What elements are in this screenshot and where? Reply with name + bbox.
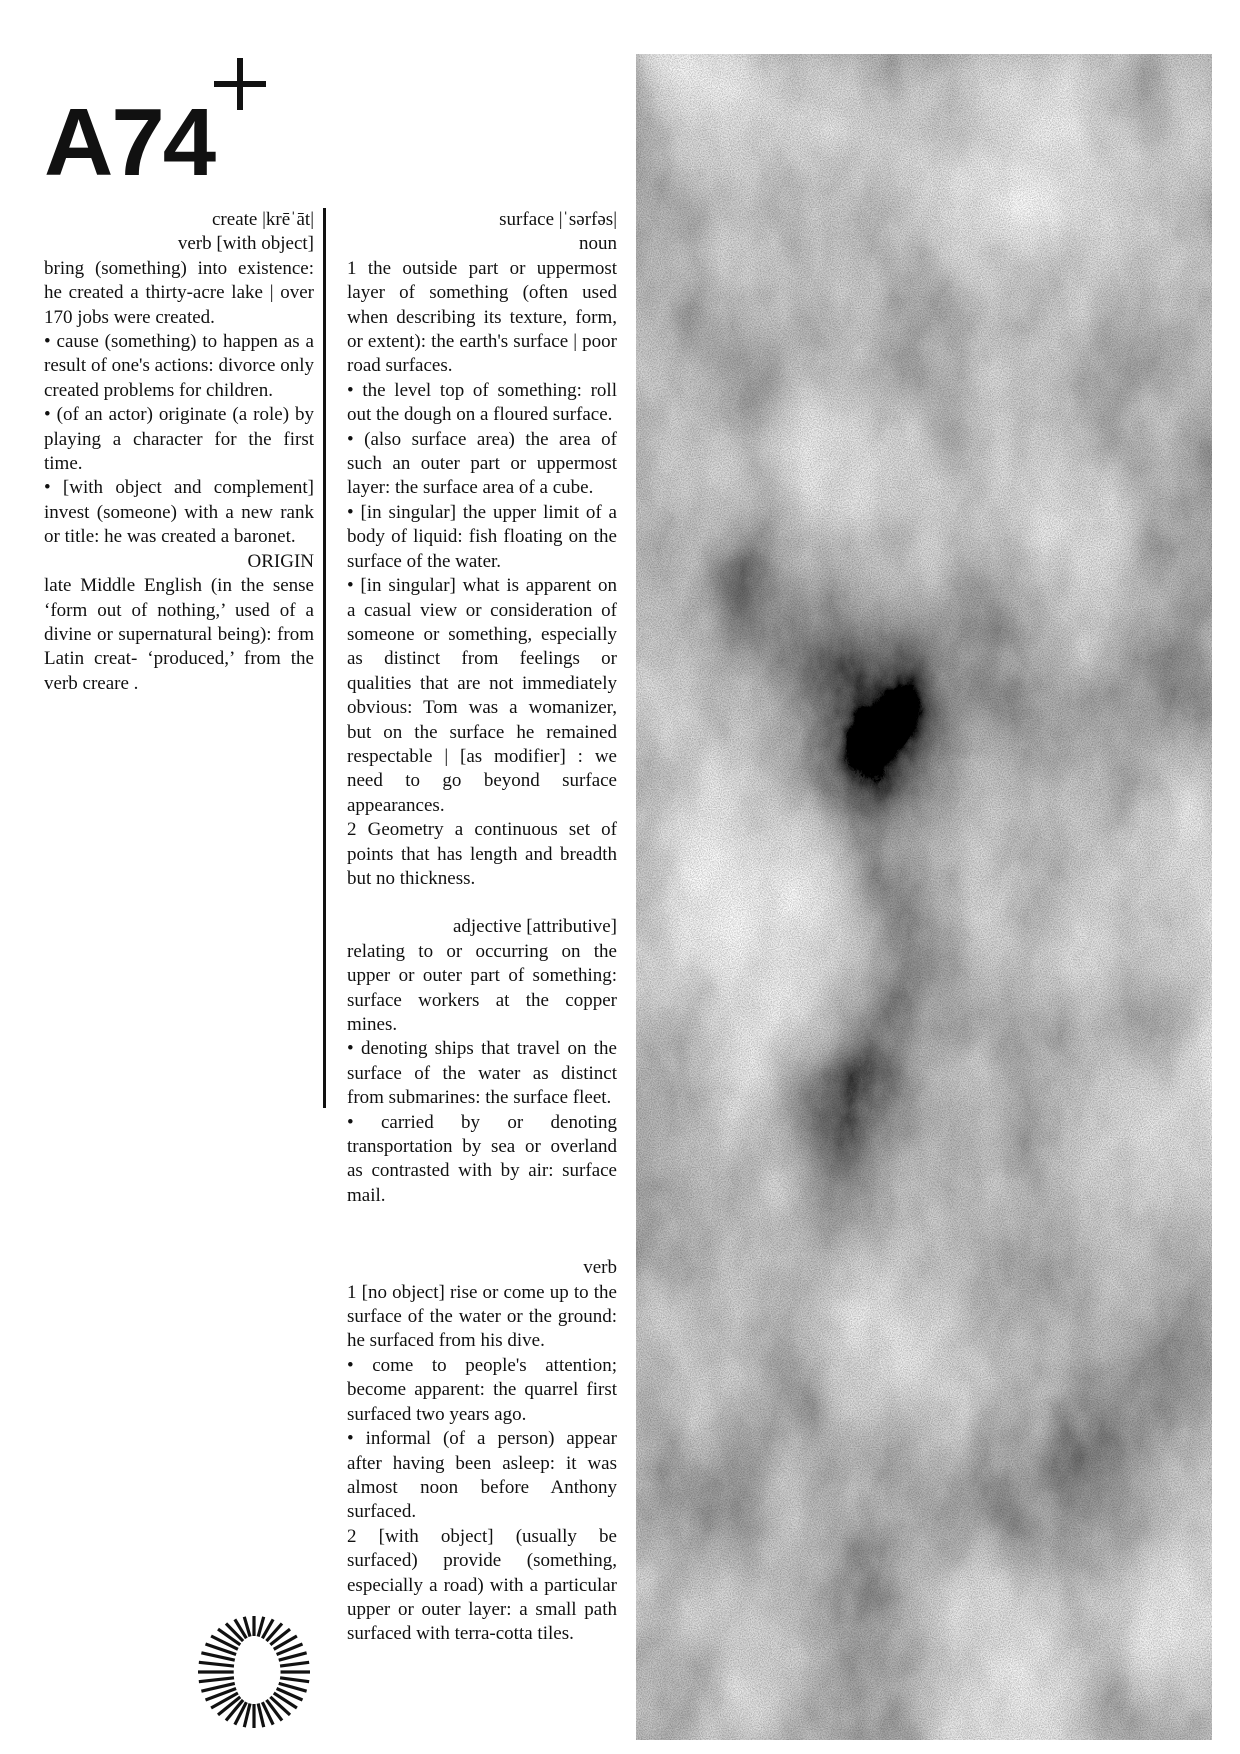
surface-noun-sense: 1 the outside part or uppermost layer of something (often used when describing its texture, form, or extent): the earth's surface | poor road surfaces.: [347, 257, 617, 377]
plus-icon: [214, 58, 266, 110]
sunburst-icon: [194, 1612, 314, 1732]
surface-noun-sense: • the level top of something: roll out the dough on a floured surface.: [347, 379, 617, 426]
surface-verb-sense: • come to people's attention; become apparent: the quarrel first surfaced two years ago.: [347, 1354, 617, 1425]
surface-entry: [347, 208, 617, 1647]
surface-pos-noun: noun: [579, 233, 617, 255]
create-sense: • (of an actor) originate (a role) by playing a character for the first time.: [44, 404, 314, 475]
surface-verb-sense: 2 [with object] (usually be surfaced) provide (something, especially a road) with a particular upper or outer layer: a small path surfaced with terra-cotta tiles.: [347, 1525, 617, 1645]
create-origin-label: ORIGIN: [247, 550, 314, 572]
surface-pos-adjective: adjective [attributive]: [452, 916, 617, 938]
create-headword: create |krēˈāt|: [212, 209, 314, 230]
surface-texture-image: [636, 54, 1212, 1740]
create-sense: • cause (something) to happen as a result of one's actions: divorce only created problems for children.: [44, 331, 314, 401]
surface-noun-sense: • [in singular] the upper limit of a body of liquid: fish floating on the surface of the water.: [347, 501, 617, 572]
create-pos: verb [with object]: [177, 233, 314, 255]
surface-pos-verb: verb: [583, 1257, 617, 1279]
surface-adjective-sense: • denoting ships that travel on the surface of the water as distinct from submarines: the surface fleet.: [347, 1038, 617, 1109]
surface-noun-sense: • [in singular] what is apparent on a casual view or consideration of someone or something, especially as distinct from feelings or qualities that are not immediately obvious: Tom was a womanizer, but on the surface he remained respectable | [as modifier] : we need to go beyond surface appearances.: [347, 575, 617, 816]
column-divider: [323, 208, 326, 1108]
create-origin-text: late Middle English (in the sense ‘form out of nothing,’ used of a divine or supernatural being): from Latin creat- ‘produced,’ from the verb creare .: [44, 575, 314, 694]
surface-verb-sense: 1 [no object] rise or come up to the surface of the water or the ground: he surfaced from his dive.: [347, 1281, 617, 1352]
surface-noun-sense: 2 Geometry a continuous set of points that has length and breadth but no thickness.: [347, 819, 617, 889]
surface-headword: surface |ˈsərfəs|: [499, 209, 617, 230]
surface-adjective-sense: relating to or occurring on the upper or outer part of something: surface workers at the copper mines.: [347, 940, 617, 1035]
brand-logo-text: A74: [44, 89, 215, 196]
surface-noun-sense: • (also surface area) the area of such an outer part or uppermost layer: the surface area of a cube.: [347, 428, 617, 499]
create-sense: bring (something) into existence: he created a thirty-acre lake | over 170 jobs were created.: [44, 257, 314, 328]
surface-adjective-sense: • carried by or denoting transportation by sea or overland as contrasted with by air: surface mail.: [347, 1111, 617, 1206]
create-entry: [44, 208, 314, 696]
create-sense: • [with object and complement] invest (someone) with a new rank or title: he was created a baronet.: [44, 477, 314, 548]
surface-verb-sense: • informal (of a person) appear after having been asleep: it was almost noon before Anthony surfaced.: [347, 1428, 617, 1523]
